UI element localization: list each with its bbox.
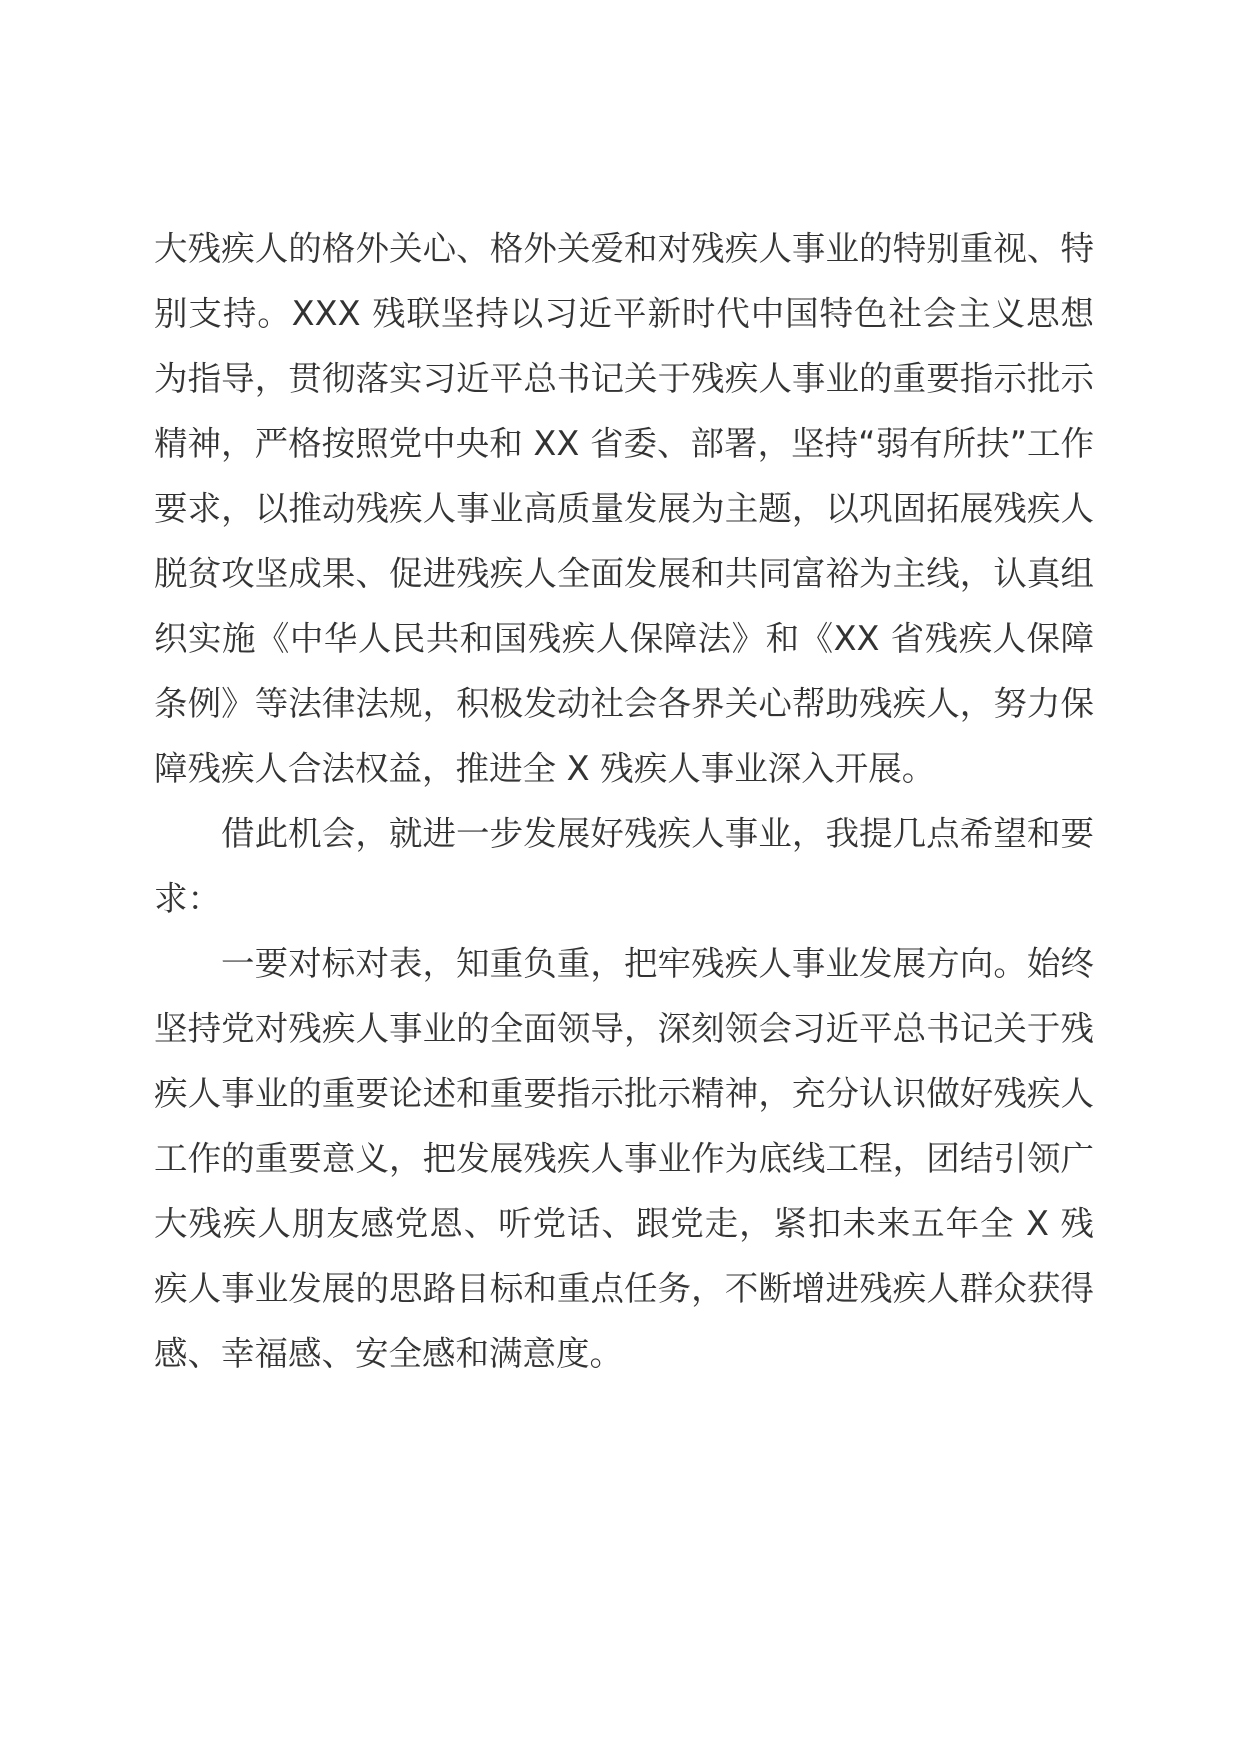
paragraph-continued: 大残疾人的格外关心、格外关爱和对残疾人事业的特别重视、特别支持。XXX 残联坚持以习近平新时代中国特色社会主义思想为指导，贯彻落实习近平总书记关于残疾人事业的重要指示批示精神，严格按照党中央和 XX 省委、部署，坚持“弱有所扶”工作要求，以推动残疾人事业高质量发展为主题，以巩固拓展残疾人脱贫攻坚成果、促进残疾人全面发展和共同富裕为主线，认真组织实施《中华人民共和国残疾人保障法》和《XX 省残疾人保障条例》等法律法规，积极发动社会各界关心帮助残疾人，努力保障残疾人合法权益，推进全 X 残疾人事业深入开展。 bbox=[154, 229, 1094, 788]
document-body bbox=[154, 216, 1094, 1386]
paragraph-requirement-one: 一要对标对表，知重负重，把牢残疾人事业发展方向。始终坚持党对残疾人事业的全面领导，深刻领会习近平总书记关于残疾人事业的重要论述和重要指示批示精神，充分认识做好残疾人工作的重要意义，把发展残疾人事业作为底线工程，团结引领广大残疾人朋友感党恩、听党话、跟党走，紧扣未来五年全 X 残疾人事业发展的思路目标和重点任务，不断增进残疾人群众获得感、幸福感、安全感和满意度。 bbox=[154, 944, 1094, 1373]
paragraph-intro-requirements: 借此机会，就进一步发展好残疾人事业，我提几点希望和要求： bbox=[154, 814, 1094, 918]
